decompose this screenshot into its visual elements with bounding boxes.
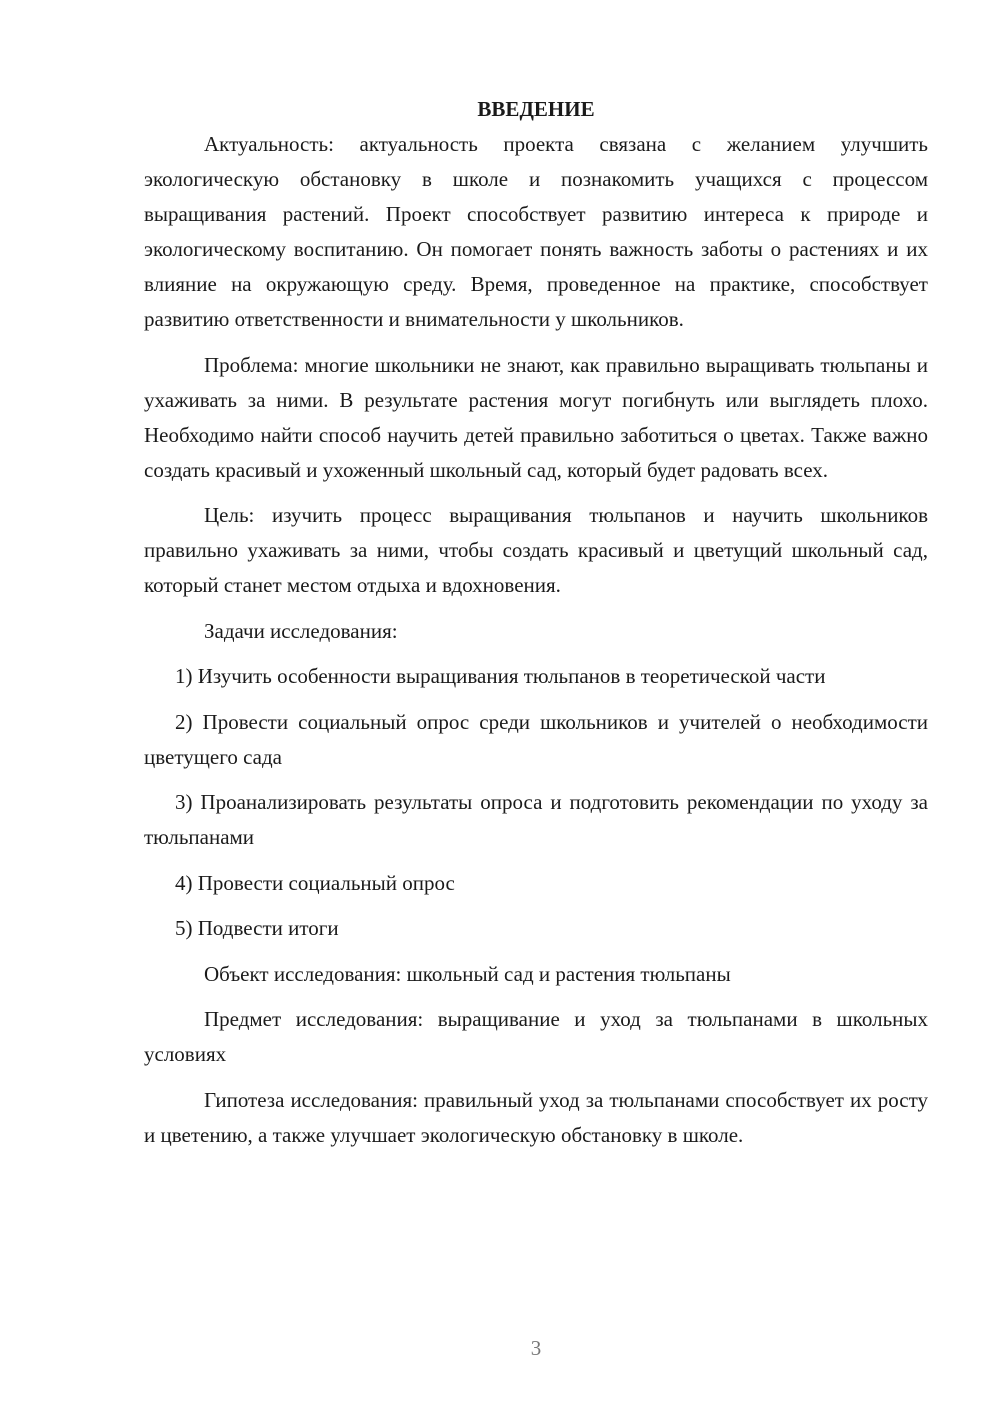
page-number: 3 (530, 1336, 542, 1360)
hypothesis-paragraph: Гипотеза исследования: правильный уход за тюльпанами способствует их росту и цветению, а также улучшает экологическую обстановку в школе. (144, 1087, 928, 1147)
task-item: 4) Провести социальный опрос (175, 870, 455, 895)
task-item: 2) Провести социальный опрос среди школьников и учителей о необходимости цветущего сада (144, 709, 928, 769)
problem-paragraph: Проблема: многие школьники не знают, как правильно выращивать тюльпаны и ухаживать за ними. В результате растения могут погибнуть или выглядеть плохо. Необходимо найти способ научить детей правильно заботиться о цветах. Также важно создать красивый и ухоженный школьный сад, который будет радовать всех. (144, 352, 928, 482)
goal-paragraph: Цель: изучить процесс выращивания тюльпанов и научить школьников правильно ухаживать за ними, чтобы создать красивый и цветущий школьный сад, который станет местом отдыха и вдохновения. (144, 503, 928, 597)
document-page (144, 92, 928, 1163)
task-item: 3) Проанализировать результаты опроса и подготовить рекомендации по уходу за тюльпанами (144, 790, 928, 849)
tasks-title: Задачи исследования: (204, 618, 398, 643)
section-heading: ВВЕДЕНИЕ (477, 97, 595, 121)
task-item: 1) Изучить особенности выращивания тюльпанов в теоретической части (175, 664, 826, 688)
object-paragraph: Объект исследования: школьный сад и растения тюльпаны (204, 961, 731, 986)
relevance-paragraph: Актуальность: актуальность проекта связана с желанием улучшить экологическую обстановку в школе и познакомить учащихся с процессом выращивания растений. Проект способствует развитию интереса к природе и экологическому воспитанию. Он помогает понять важность заботы о растениях и их влияние на окружающую среду. Время, проведенное на практике, способствует развитию ответственности и внимательности у школьников. (144, 132, 928, 331)
subject-paragraph: Предмет исследования: выращивание и уход за тюльпанами в школьных условиях (144, 1007, 928, 1066)
task-item: 5) Подвести итоги (175, 916, 339, 940)
